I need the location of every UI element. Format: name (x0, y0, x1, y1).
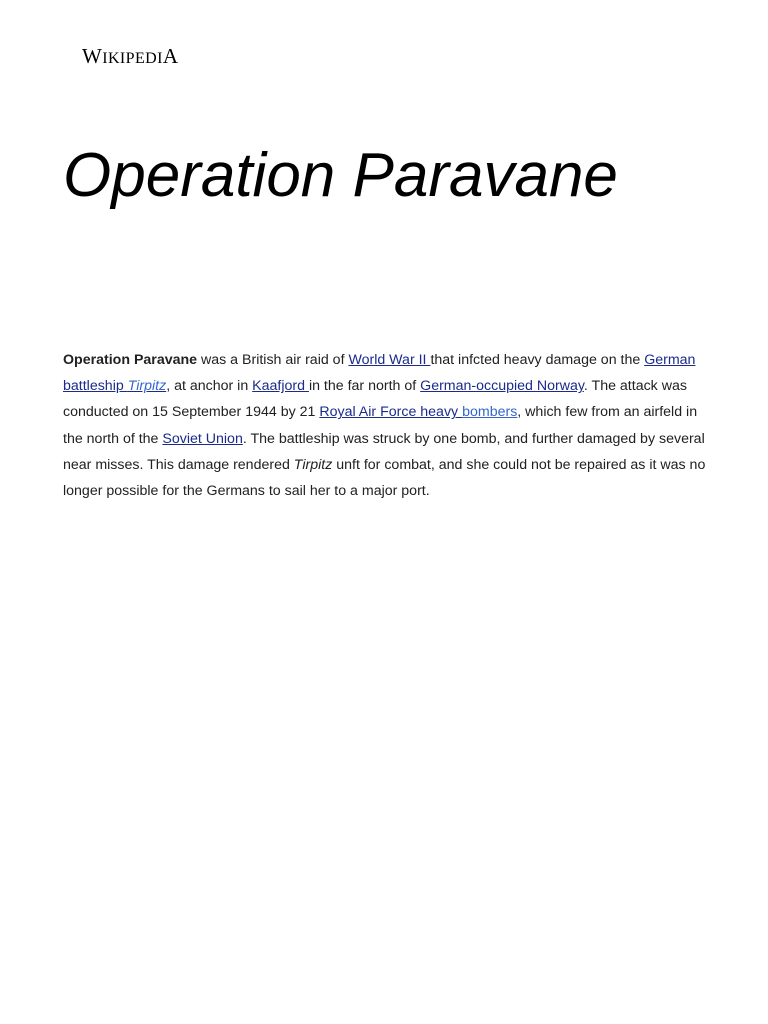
text-segment: , at anchor in (166, 378, 253, 395)
wordmark-w: W (82, 44, 103, 68)
text-segment: . The battleship was struck by one bomb, and further damaged by several near misses. This damage rendered (63, 430, 705, 473)
page-title: Operation Paravane (63, 141, 618, 210)
link-world-war-ii[interactable]: World War II (348, 352, 431, 368)
wikipedia-wordmark[interactable] (82, 44, 178, 69)
text-segment: . The attack was conducted on 15 September 1944 by 21 (63, 378, 687, 421)
lead-paragraph (63, 347, 711, 504)
text-segment: unft for combat, and she could not be repaired as it was no longer possible for the Germans to sail her to a major port. (63, 456, 706, 500)
link-tirpitz: Tirpitz (127, 378, 167, 395)
link-soviet-union[interactable]: Soviet Union (162, 430, 243, 447)
link-royal-air-force[interactable]: Royal Air Force heavy (319, 404, 463, 421)
wordmark-a: A (162, 44, 179, 68)
text-segment: in the far north of (308, 378, 421, 395)
text-segment: was a British air raid of (197, 352, 349, 368)
link-bombers[interactable]: bombers (462, 404, 518, 421)
bold-subject: Operation Paravane (63, 352, 198, 368)
link-german-battleship-text: German battleship (63, 352, 696, 395)
link-kaafjord[interactable]: Kaafjord (252, 378, 309, 395)
wordmark-middle: IKIPEDI (102, 50, 163, 67)
link-german-occupied-norway[interactable]: German-occupied Norway (420, 378, 584, 395)
text-segment: , which few from an airfeld in the north of the (63, 404, 698, 447)
text-segment: that infcted heavy damage on the (430, 352, 645, 368)
tirpitz-italic: Tirpitz (293, 456, 333, 473)
